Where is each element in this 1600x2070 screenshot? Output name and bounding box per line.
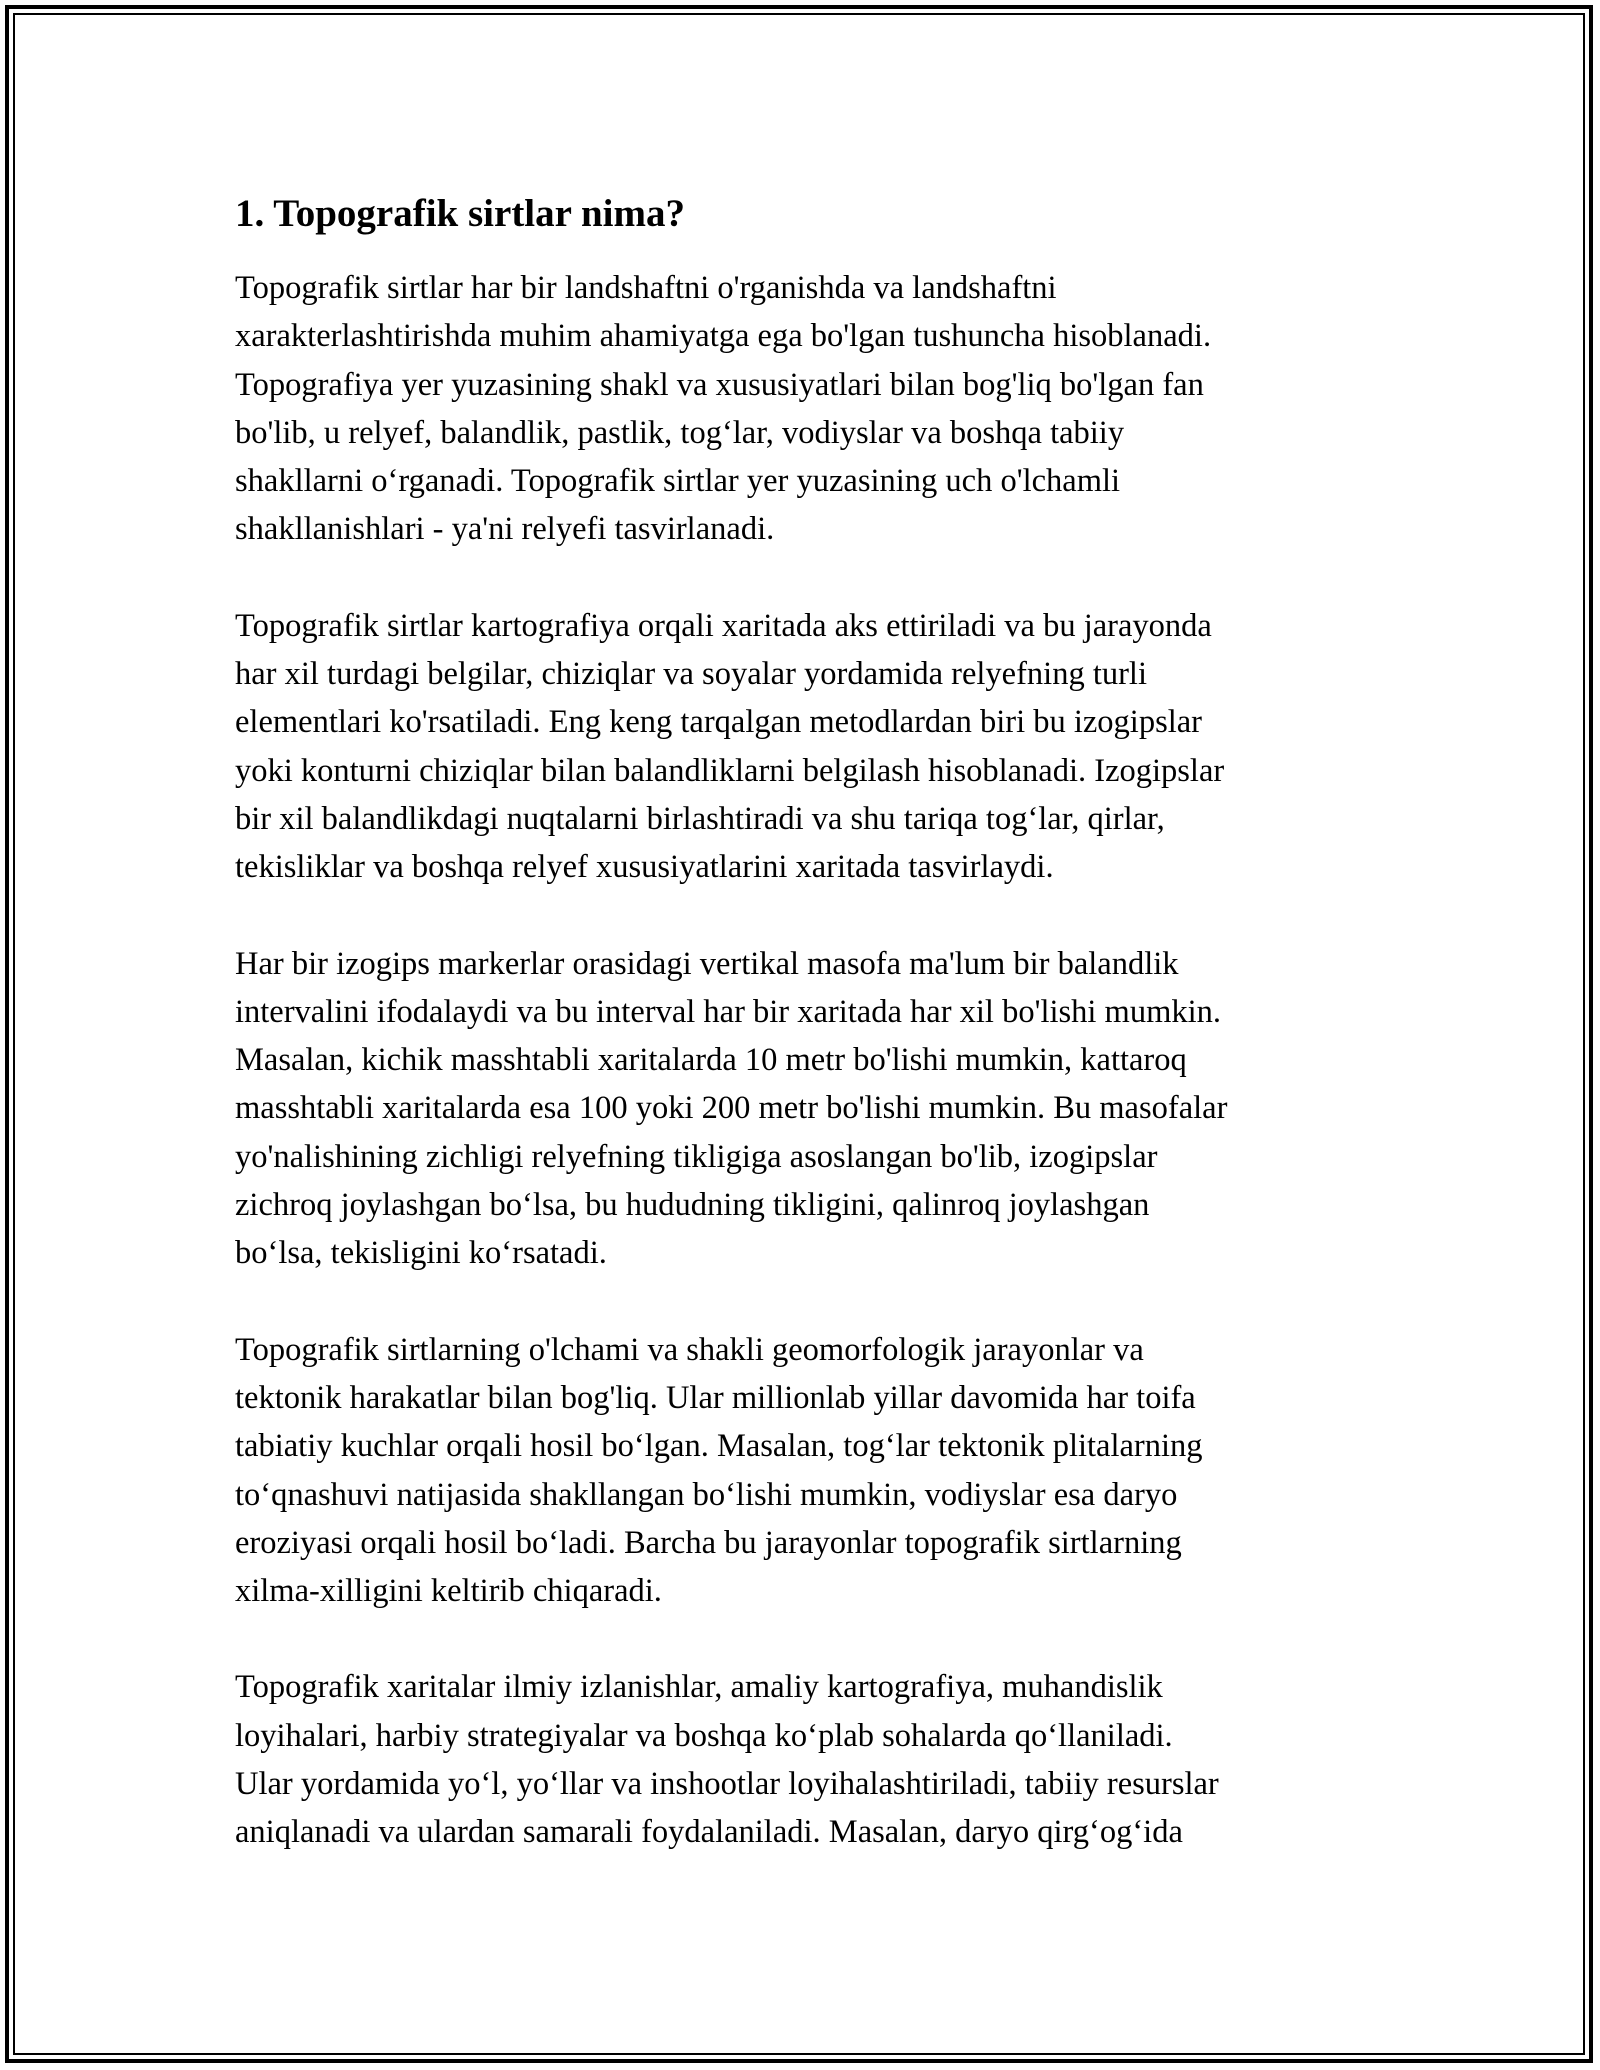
text-line: Topografik sirtlar kartografiya orqali xaritada aks ettiriladi va bu jarayonda xyxy=(235,607,1212,644)
text-line: zichroq joylashgan bo‘lsa, bu hududning tikligini, qalinroq joylashgan xyxy=(235,1187,1150,1224)
text-line: har xil turdagi belgilar, chiziqlar va soyalar yordamida relyefning turli xyxy=(235,656,1147,693)
text-line: elementlari ko'rsatiladi. Eng keng tarqalgan metodlardan biri bu izogipslar xyxy=(235,704,1203,741)
text-line: shakllanishlari - ya'ni relyefi tasvirlanadi. xyxy=(235,511,775,548)
paragraph-1 xyxy=(235,264,1370,554)
document-body xyxy=(235,186,1370,1905)
text-line: Topografik sirtlar har bir landshaftni o'rganishda va landshaftni xyxy=(235,270,1057,306)
paragraph-5 xyxy=(235,1663,1370,1856)
text-line: Topografik xaritalar ilmiy izlanishlar, amaliy kartografiya, muhandislik xyxy=(235,1669,1163,1706)
paragraph-4 xyxy=(235,1326,1370,1616)
text-line: intervalini ifodalaydi va bu interval har bir xaritada har xil bo'lishi mumkin. xyxy=(235,993,1222,1030)
text-line: eroziyasi orqali hosil bo‘ladi. Barcha bu jarayonlar topografik sirtlarning xyxy=(235,1524,1182,1561)
text-line: shakllarni o‘rganadi. Topografik sirtlar yer yuzasining uch o'lchamli xyxy=(235,463,1121,500)
text-line: aniqlanadi va ulardan samarali foydalaniladi. Masalan, daryo qirg‘og‘ida xyxy=(235,1814,1183,1851)
text-line: masshtabli xaritalarda esa 100 yoki 200 metr bo'lishi mumkin. Bu masofalar xyxy=(235,1090,1228,1127)
text-line: xilma-xilligini keltirib chiqaradi. xyxy=(235,1573,662,1610)
text-line: Topografiya yer yuzasining shakl va xususiyatlari bilan bog'liq bo'lgan fan xyxy=(235,366,1204,403)
text-line: tekisliklar va boshqa relyef xususiyatlarini xaritada tasvirlaydi. xyxy=(235,849,1054,886)
text-line: loyihalari, harbiy strategiyalar va boshqa ko‘plab sohalarda qo‘llaniladi. xyxy=(235,1717,1173,1754)
paragraph-container xyxy=(235,264,1370,1857)
text-line: Har bir izogips markerlar orasidagi vertikal masofa ma'lum bir balandlik xyxy=(235,945,1179,982)
text-line: bir xil balandlikdagi nuqtalarni birlashtiradi va shu tariqa tog‘lar, qirlar, xyxy=(235,800,1165,837)
text-line: tektonik harakatlar bilan bog'liq. Ular millionlab yillar davomida har toifa xyxy=(235,1379,1196,1416)
text-line: bo'lib, u relyef, balandlik, pastlik, tog‘lar, vodiyslar va boshqa tabiiy xyxy=(235,414,1125,451)
text-line: Topografik sirtlarning o'lchami va shakli geomorfologik jarayonlar va xyxy=(235,1331,1144,1368)
paragraph-2 xyxy=(235,602,1370,892)
section-heading: 1. Topografik sirtlar nima? xyxy=(235,192,686,235)
text-line: yo'nalishining zichligi relyefning tikligiga asoslangan bo'lib, izogipslar xyxy=(235,1138,1158,1175)
text-line: Ular yordamida yo‘l, yo‘llar va inshootlar loyihalashtiriladi, tabiiy resurslar xyxy=(235,1766,1219,1803)
paragraph-3 xyxy=(235,940,1370,1278)
text-line: xarakterlashtirishda muhim ahamiyatga ega bo'lgan tushuncha hisoblanadi. xyxy=(235,318,1212,355)
text-line: yoki konturni chiziqlar bilan balandliklarni belgilash hisoblanadi. Izogipslar xyxy=(235,752,1225,789)
text-line: Masalan, kichik masshtabli xaritalarda 10 metr bo'lishi mumkin, kattaroq xyxy=(235,1042,1187,1079)
text-line: bo‘lsa, tekisligini ko‘rsatadi. xyxy=(235,1235,607,1272)
text-line: tabiatiy kuchlar orqali hosil bo‘lgan. Masalan, tog‘lar tektonik plitalarning xyxy=(235,1428,1203,1465)
text-line: to‘qnashuvi natijasida shakllangan bo‘lishi mumkin, vodiyslar esa daryo xyxy=(235,1476,1178,1513)
